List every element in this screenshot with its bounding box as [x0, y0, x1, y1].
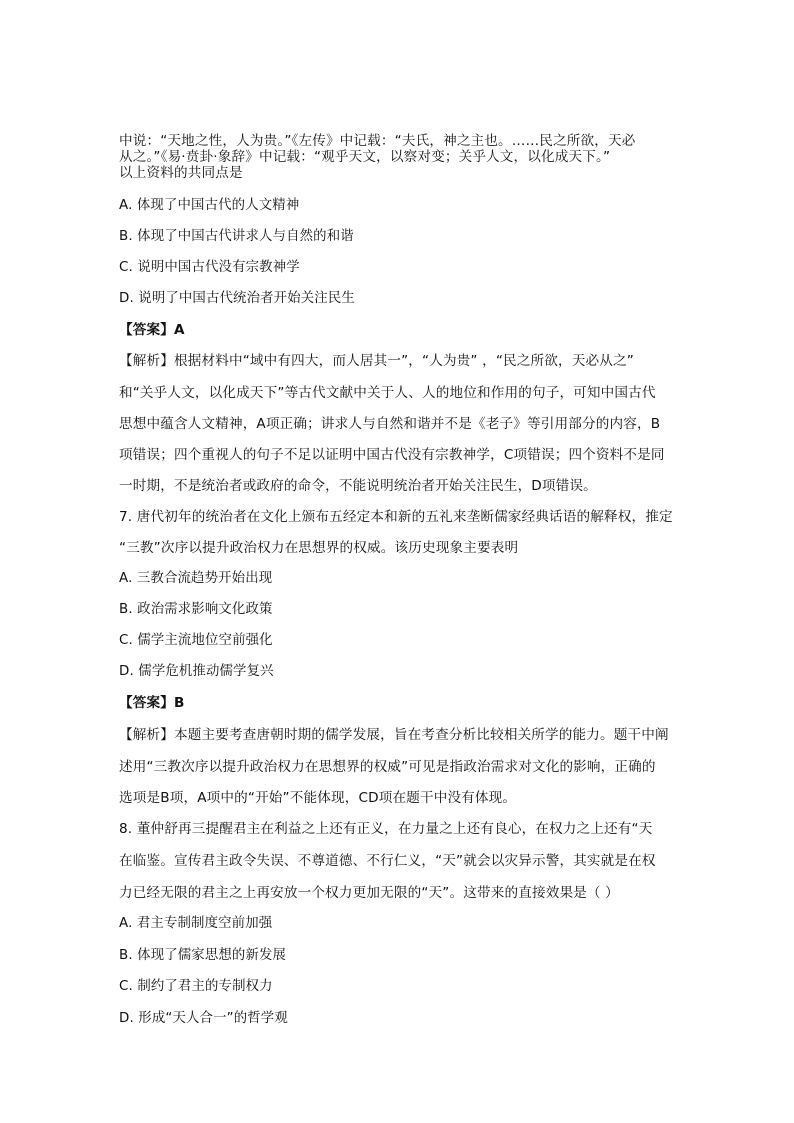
q8-option-b: B. 体现了儒家思想的新发展: [119, 948, 287, 963]
q7-analysis-line: 选项是B项，A项中的“开始”不能体现，CD项在题干中没有体现。: [119, 790, 517, 806]
q7-option-d: D. 儒学危机推动儒学复兴: [119, 664, 274, 679]
q6-answer: 【答案】A: [119, 322, 185, 338]
q6-option-a: A. 体现了中国古代的人文精神: [119, 198, 300, 213]
q7-stem-line: 7. 唐代初年的统治者在文化上颁布五经定本和新的五礼来垄断儒家经典话语的解释权，推定: [119, 509, 673, 525]
q6-option-d: D. 说明了中国古代统治者开始关注民生: [119, 291, 355, 306]
q8-option-c: C. 制约了君主的专制权力: [119, 979, 273, 994]
q6-analysis-line: 和“关乎人文，以化成天下”等古代文献中关于人、人的地位和作用的句子，可知中国古代: [119, 385, 656, 401]
q7-option-c: C. 儒学主流地位空前强化: [119, 633, 273, 648]
q6-analysis-line: 一时期，不是统治者或政府的命令，不能说明统治者开始关注民生，D项错误。: [119, 478, 597, 494]
q6-analysis-line: 思想中蕴含人文精神，A项正确；讲求人与自然和谐并不是《老子》等引用部分的内容，B: [119, 416, 661, 432]
q6-stem-line: 中说：“天地之性，人为贵。”《左传》中记载：“夫氏，神之主也。……民之所欲，天必: [119, 133, 636, 149]
q7-analysis-line: 述用“三教次序以提升政治权力在思想界的权威”可见是指政治需求对文化的影响，正确的: [119, 759, 656, 775]
q7-stem-line: “三教”次序以提升政治权力在思想界的权威。该历史现象主要表明: [119, 540, 519, 556]
q6-analysis-line: 【解析】根据材料中“域中有四大，而人居其一”，“人为贵” ，“民之所欲，天必从之”: [119, 353, 634, 369]
q6-option-b: B. 体现了中国古代讲求人与自然的和谐: [119, 229, 354, 244]
q6-option-c: C. 说明中国古代没有宗教神学: [119, 260, 300, 275]
q6-stem-line: 以上资料的共同点是: [119, 165, 243, 181]
q7-analysis-line: 【解析】本题主要考查唐朝时期的儒学发展，旨在考查分析比较相关所学的能力。题干中阐: [119, 727, 669, 743]
q7-answer: 【答案】B: [119, 695, 185, 711]
q8-stem-line: 在临鉴。宣传君主政令失误、不尊道德、不行仁义，“天”就会以灾异示警，其实就是在权: [119, 853, 656, 869]
q7-option-b: B. 政治需求影响文化政策: [119, 602, 273, 617]
q6-stem-line: 从之。”《易·贲卦·象辞》中记载：“观乎天文，以察对变；关乎人文，以化成天下。”: [119, 149, 611, 165]
q8-option-d: D. 形成“天人合一”的哲学观: [119, 1011, 288, 1026]
q7-option-a: A. 三教合流趋势开始出现: [119, 571, 273, 586]
q8-stem-line: 8. 董仲舒再三提醒君主在利益之上还有正义，在力量之上还有良心，在权力之上还有“天: [119, 821, 653, 837]
q6-analysis-line: 项错误；四个重视人的句子不足以证明中国古代没有宗教神学，C项错误；四个资料不是同: [119, 447, 665, 463]
q8-stem-line: 力已经无限的君主之上再安放一个权力更加无限的“天”。这带来的直接效果是（ ）: [119, 885, 619, 901]
q8-option-a: A. 君主专制制度空前加强: [119, 916, 273, 931]
